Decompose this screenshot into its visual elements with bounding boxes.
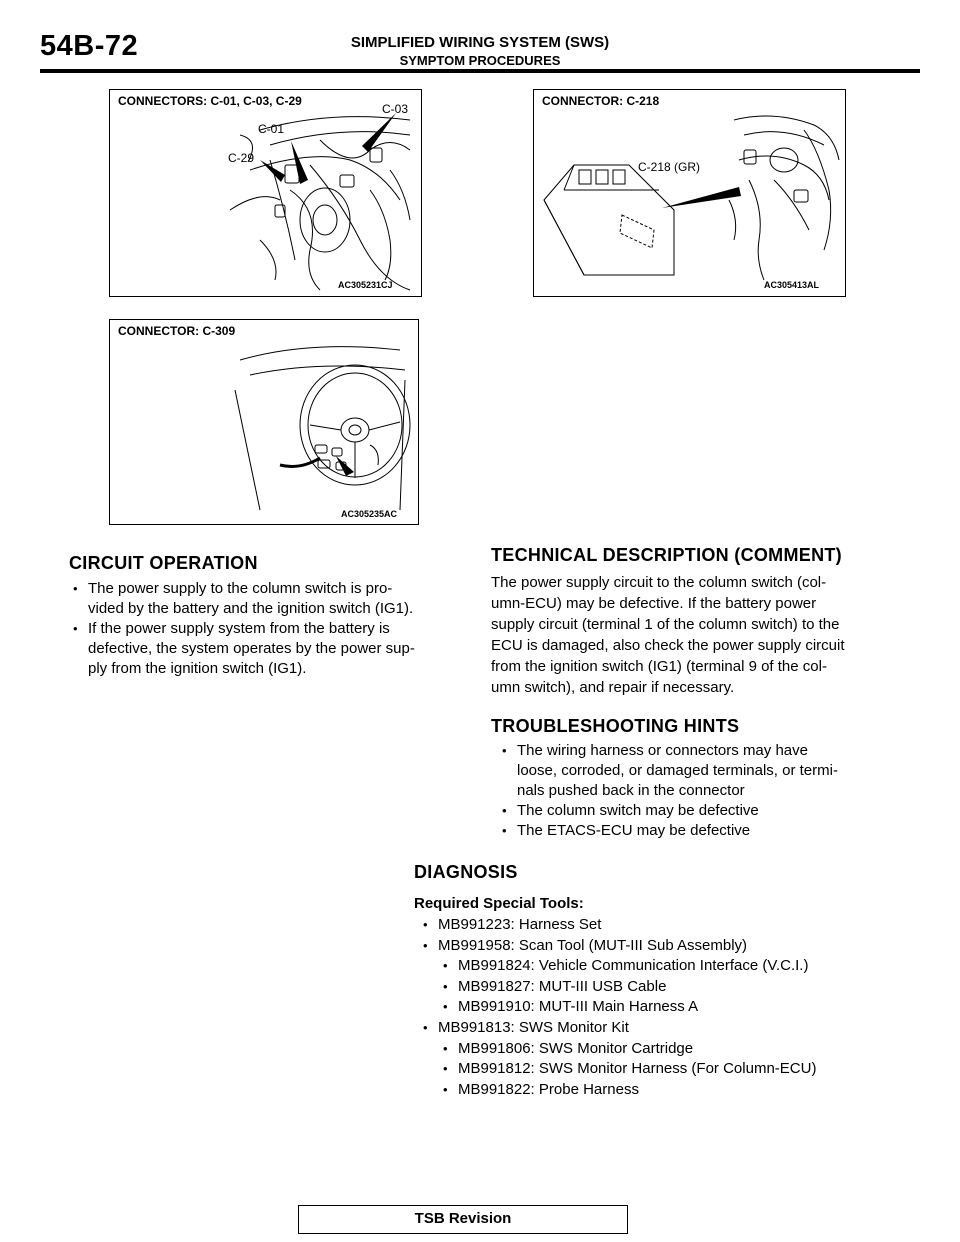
page-title: SIMPLIFIED WIRING SYSTEM (SWS) [350,34,610,51]
list-item: • If the power supply system from the battery is defective, the system operates by the power sup- ply from the ignition switch (IG1). [70,619,470,679]
circuit-operation-list [70,579,470,679]
tool-item: • MB991822: Probe Harness [420,1080,920,1101]
tool-item: • MB991824: Vehicle Communication Interface (V.C.I.) [420,956,920,977]
figure-connectors-c01-c03-c29 [109,89,422,297]
diagnosis-heading: DIAGNOSIS [414,862,518,882]
dashboard-harness-illustration [110,90,421,296]
technical-description-text: The power supply circuit to the column switch (col- umn-ECU) may be defective. If the battery power supply circuit (terminal 1 of the column switch) to the ECU is damaged, also check the power supply circuit from the ignition switch (IG1) (terminal 9 of the col- umn switch), and repair if necessary. [491,574,845,696]
page-number: 54B-72 [40,30,139,62]
callout-c01: C-01 [258,122,285,136]
circuit-operation-heading: CIRCUIT OPERATION [69,553,258,573]
troubleshooting-hints-list [499,741,909,841]
figure-code: AC305231CJ [338,280,393,290]
page-subtitle: SYMPTOM PROCEDURES [399,53,561,68]
tool-item: • MB991806: SWS Monitor Cartridge [420,1039,920,1060]
tool-item: • MB991812: SWS Monitor Harness (For Column-ECU) [420,1059,920,1080]
list-item: • The wiring harness or connectors may have loose, corroded, or damaged terminals, or termi- nals pushed back in the connector [499,741,909,801]
steering-column-illustration [110,320,418,524]
figure-title: CONNECTORS: C-01, C-03, C-29 [118,94,302,108]
required-tools-label: Required Special Tools: [414,895,584,912]
list-item: • The power supply to the column switch is pro- vided by the battery and the ignition switch (IG1). [70,579,470,619]
list-item: • The column switch may be defective [499,801,909,821]
troubleshooting-hints-heading: TROUBLESHOOTING HINTS [491,716,740,736]
list-item: • The ETACS-ECU may be defective [499,821,909,841]
tsb-revision-label: TSB Revision [414,1210,512,1227]
tool-item: • MB991223: Harness Set [420,915,920,936]
etacs-ecu-illustration [534,90,845,296]
figure-title: CONNECTOR: C-309 [118,324,236,338]
callout-c29: C-29 [228,151,255,165]
required-tools-list [420,915,920,1100]
figure-code: AC305235AC [341,509,398,519]
figure-connector-c309 [109,319,419,525]
figure-title: CONNECTOR: C-218 [542,94,660,108]
callout-c218: C-218 (GR) [638,160,701,174]
header-rule [40,69,920,73]
tool-item: • MB991958: Scan Tool (MUT-III Sub Assembly) [420,936,920,957]
tool-item: • MB991827: MUT-III USB Cable [420,977,920,998]
figure-connector-c218 [533,89,846,297]
figure-code: AC305413AL [764,280,820,290]
tool-item: • MB991910: MUT-III Main Harness A [420,997,920,1018]
tsb-revision-box [298,1205,628,1234]
technical-description-heading: TECHNICAL DESCRIPTION (COMMENT) [491,545,842,565]
tool-item: • MB991813: SWS Monitor Kit [420,1018,920,1039]
callout-c03: C-03 [382,102,409,116]
